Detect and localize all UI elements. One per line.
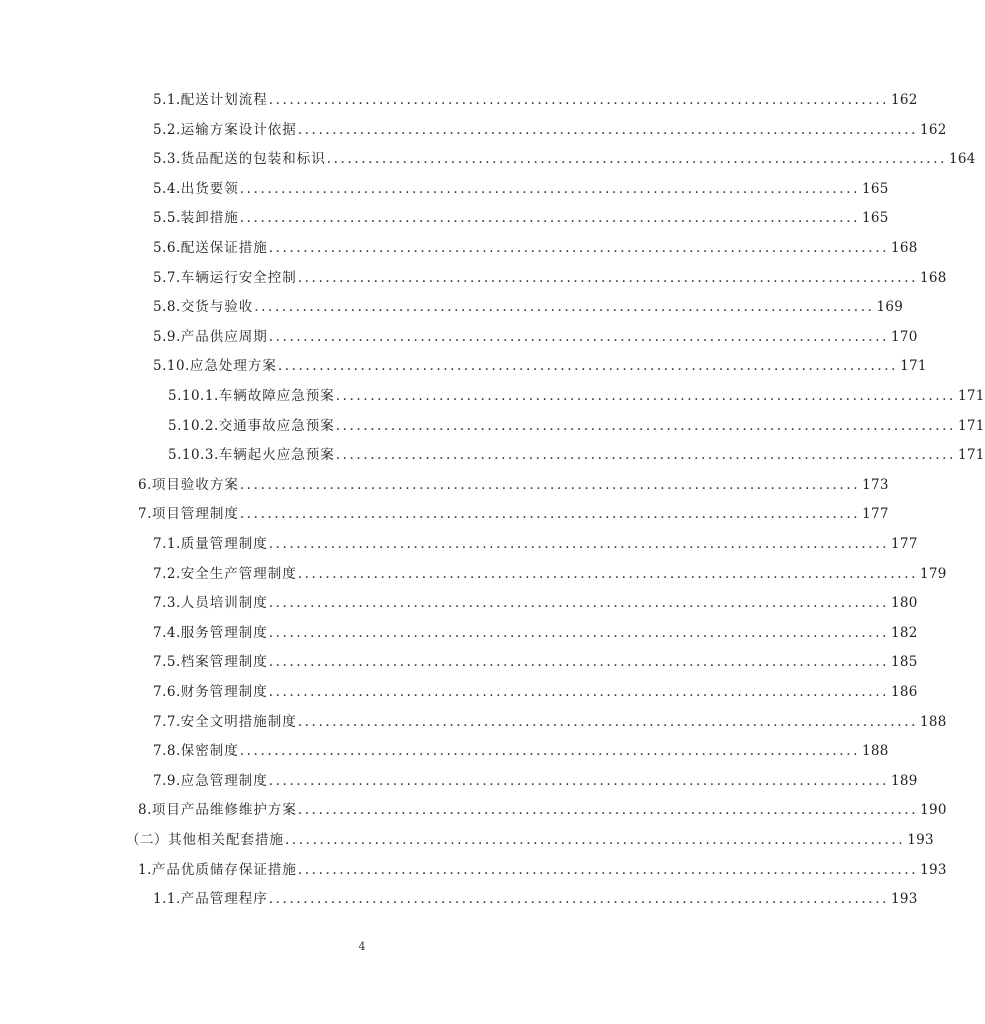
- toc-entry[interactable]: [168, 385, 985, 407]
- toc-entry-number: 8.: [138, 802, 152, 819]
- toc-entry[interactable]: [153, 119, 947, 141]
- toc-dot-leader: ..........................................................................................: [335, 447, 956, 464]
- toc-dot-leader: ..........................................................................................: [239, 210, 860, 227]
- toc-entry-page: 179: [919, 565, 947, 582]
- toc-entry-title: 车辆起火应急预案: [218, 447, 335, 464]
- toc-entry-page: 171: [957, 388, 985, 404]
- toc-dot-leader: ..........................................................................................: [268, 240, 889, 256]
- toc-entry-page: 185: [890, 654, 918, 671]
- toc-entry-page: 193: [920, 861, 947, 878]
- toc-entry[interactable]: [153, 770, 918, 792]
- toc-entry-number: 7.1.: [153, 536, 181, 552]
- toc-entry-title: 保密制度: [180, 743, 239, 760]
- toc-entry-title: 出货要领: [180, 180, 239, 197]
- toc-entry-number: 5.10.1.: [168, 388, 219, 404]
- page-number: 4: [358, 940, 366, 953]
- toc-entry[interactable]: [153, 355, 927, 377]
- toc-entry-title: 项目验收方案: [151, 476, 239, 493]
- toc-entry-page: 165: [861, 180, 889, 197]
- toc-entry[interactable]: [153, 237, 918, 259]
- toc-dot-leader: ..........................................................................................: [268, 595, 889, 612]
- toc-entry-title: 其他相关配套措施: [168, 832, 284, 848]
- toc-entry[interactable]: [138, 799, 947, 821]
- toc-entry-title: 安全文明措施制度: [180, 713, 297, 730]
- toc-entry-number: 5.10.2.: [168, 417, 219, 434]
- toc-entry[interactable]: [153, 711, 947, 733]
- toc-entry-number: 7.4.: [153, 624, 181, 641]
- toc-dot-leader: ..........................................................................................: [239, 743, 860, 760]
- toc-entry-number: 5.8.: [153, 299, 181, 316]
- toc-entry-title: 财务管理制度: [180, 684, 268, 700]
- toc-entry-number: 7.3.: [153, 595, 181, 612]
- toc-dot-leader: ..........................................................................................: [297, 802, 919, 819]
- toc-entry-title: 配送保证措施: [180, 240, 268, 256]
- toc-entry-number: 7.9.: [153, 772, 181, 789]
- toc-entry-number: 7.6.: [153, 684, 181, 700]
- toc-entry-number: 5.10.3.: [168, 447, 219, 464]
- toc-entry[interactable]: [168, 415, 985, 437]
- toc-entry[interactable]: [168, 444, 985, 466]
- toc-entry-number: 7.5.: [153, 654, 181, 671]
- toc-entry-title: 服务管理制度: [180, 624, 268, 641]
- toc-entry-page: 188: [919, 713, 947, 730]
- toc-dot-leader: ..........................................................................................: [268, 772, 889, 789]
- toc-entry-page: 182: [890, 624, 918, 641]
- toc-entry-number: 5.4.: [153, 180, 181, 197]
- toc-entry-title: 装卸措施: [180, 210, 239, 227]
- toc-entry-title: 交货与验收: [180, 299, 254, 316]
- toc-entry-page: 169: [876, 299, 904, 316]
- toc-entry-title: 配送计划流程: [180, 92, 268, 108]
- toc-entry-number: 5.9.: [153, 328, 181, 345]
- toc-dot-leader: ..........................................................................................: [268, 684, 889, 700]
- toc-entry-page: 188: [861, 743, 889, 760]
- toc-entry-title: 应急处理方案: [189, 358, 277, 375]
- toc-entry-title: 项目产品维修维护方案: [151, 802, 297, 819]
- toc-entry-page: 177: [890, 536, 918, 552]
- toc-dot-leader: ..........................................................................................: [326, 151, 947, 168]
- toc-entry-page: 170: [890, 328, 918, 345]
- toc-dot-leader: ..........................................................................................: [285, 832, 906, 848]
- toc-dot-leader: ..........................................................................................: [268, 536, 889, 552]
- toc-entry-page: 162: [919, 121, 947, 138]
- toc-entry-number: 5.6.: [153, 240, 181, 256]
- toc-entry-number: （二）: [126, 832, 168, 848]
- toc-entry[interactable]: [153, 296, 904, 318]
- toc-entry[interactable]: [153, 89, 918, 111]
- toc-entry[interactable]: [153, 592, 918, 614]
- toc-entry-page: 186: [890, 684, 918, 700]
- toc-dot-leader: ..........................................................................................: [268, 624, 889, 641]
- toc-entry-page: 168: [890, 240, 918, 256]
- toc-dot-leader: ..........................................................................................: [297, 269, 918, 286]
- toc-entry-title: 产品优质储存保证措施: [151, 861, 297, 878]
- toc-entry-page: 177: [862, 506, 889, 523]
- toc-dot-leader: ..........................................................................................: [268, 92, 889, 108]
- toc-entry[interactable]: [153, 178, 889, 200]
- toc-entry-number: 7.2.: [153, 565, 181, 582]
- toc-dot-leader: ..........................................................................................: [268, 328, 889, 345]
- toc-entry-number: 5.1.: [153, 92, 181, 108]
- toc-entry-number: 5.2.: [153, 121, 181, 138]
- toc-dot-leader: ..........................................................................................: [297, 121, 918, 138]
- toc-entry-title: 产品供应周期: [180, 328, 268, 345]
- toc-entry-page: 165: [861, 210, 889, 227]
- toc-entry[interactable]: [153, 888, 918, 910]
- toc-entry[interactable]: [153, 533, 918, 555]
- toc-entry-title: 质量管理制度: [180, 536, 268, 552]
- toc-entry[interactable]: [153, 267, 947, 289]
- toc-entry-number: 1.: [138, 861, 152, 878]
- toc-entry-number: 7.7.: [153, 713, 181, 730]
- toc-dot-leader: ..........................................................................................: [268, 891, 889, 908]
- toc-entry-page: 171: [957, 447, 985, 464]
- toc-entry-page: 164: [948, 151, 976, 168]
- toc-entry[interactable]: [138, 503, 889, 525]
- toc-entry-number: 5.5.: [153, 210, 181, 227]
- toc-entry-page: 168: [919, 269, 947, 286]
- toc-entry-number: 6.: [138, 476, 152, 493]
- toc-entry-page: 171: [900, 358, 927, 375]
- toc-entry-title: 应急管理制度: [180, 772, 268, 789]
- toc-entry[interactable]: [126, 829, 934, 851]
- toc-entry[interactable]: [138, 859, 947, 881]
- toc-entry-number: 5.3.: [153, 151, 181, 168]
- toc-dot-leader: ..........................................................................................: [335, 417, 956, 434]
- toc-dot-leader: ..........................................................................................: [335, 388, 956, 404]
- toc-entry-page: 190: [920, 802, 947, 819]
- toc-dot-leader: ..........................................................................................: [239, 476, 861, 493]
- toc-entry[interactable]: [153, 740, 889, 762]
- toc-entry[interactable]: [153, 207, 889, 229]
- toc-entry-number: 1.1.: [153, 891, 181, 908]
- toc-entry-title: 运输方案设计依据: [180, 121, 297, 138]
- toc-entry-title: 产品管理程序: [180, 891, 268, 908]
- toc-entry[interactable]: [153, 681, 918, 703]
- toc-entry-page: 180: [890, 595, 918, 612]
- toc-entry-title: 项目管理制度: [151, 506, 239, 523]
- toc-entry-number: 7.: [138, 506, 152, 523]
- toc-dot-leader: ..........................................................................................: [239, 180, 860, 197]
- toc-entry-title: 人员培训制度: [180, 595, 268, 612]
- toc-entry-title: 档案管理制度: [180, 654, 268, 671]
- toc-entry-page: 193: [890, 891, 918, 908]
- toc-entry[interactable]: [153, 563, 947, 585]
- toc-entry-page: 189: [890, 772, 918, 789]
- toc-dot-leader: ..........................................................................................: [297, 861, 919, 878]
- toc-entry-number: 5.7.: [153, 269, 181, 286]
- toc-entry-number: 7.8.: [153, 743, 181, 760]
- toc-entry-title: 车辆故障应急预案: [218, 388, 335, 404]
- toc-entry-title: 货品配送的包装和标识: [180, 151, 326, 168]
- toc-dot-leader: ..........................................................................................: [268, 654, 889, 671]
- toc-dot-leader: ..........................................................................................: [277, 358, 899, 375]
- toc-entry-page: 171: [957, 417, 985, 434]
- toc-entry-title: 交通事故应急预案: [218, 417, 335, 434]
- toc-entry-number: 5.10.: [153, 358, 190, 375]
- toc-dot-leader: ..........................................................................................: [297, 713, 918, 730]
- toc-entry-page: 173: [862, 476, 889, 493]
- toc-entry-title: 安全生产管理制度: [180, 565, 297, 582]
- toc-dot-leader: ..........................................................................................: [239, 506, 861, 523]
- toc-dot-leader: ..........................................................................................: [297, 565, 918, 582]
- toc-entry-title: 车辆运行安全控制: [180, 269, 297, 286]
- toc-entry-page: 162: [890, 92, 918, 108]
- toc-entry[interactable]: [138, 474, 889, 496]
- toc-entry[interactable]: [153, 622, 918, 644]
- toc-entry[interactable]: [153, 148, 976, 170]
- toc-entry[interactable]: [153, 326, 918, 348]
- toc-dot-leader: ..........................................................................................: [254, 299, 875, 316]
- toc-entry-page: 193: [907, 832, 934, 848]
- toc-entry[interactable]: [153, 651, 918, 673]
